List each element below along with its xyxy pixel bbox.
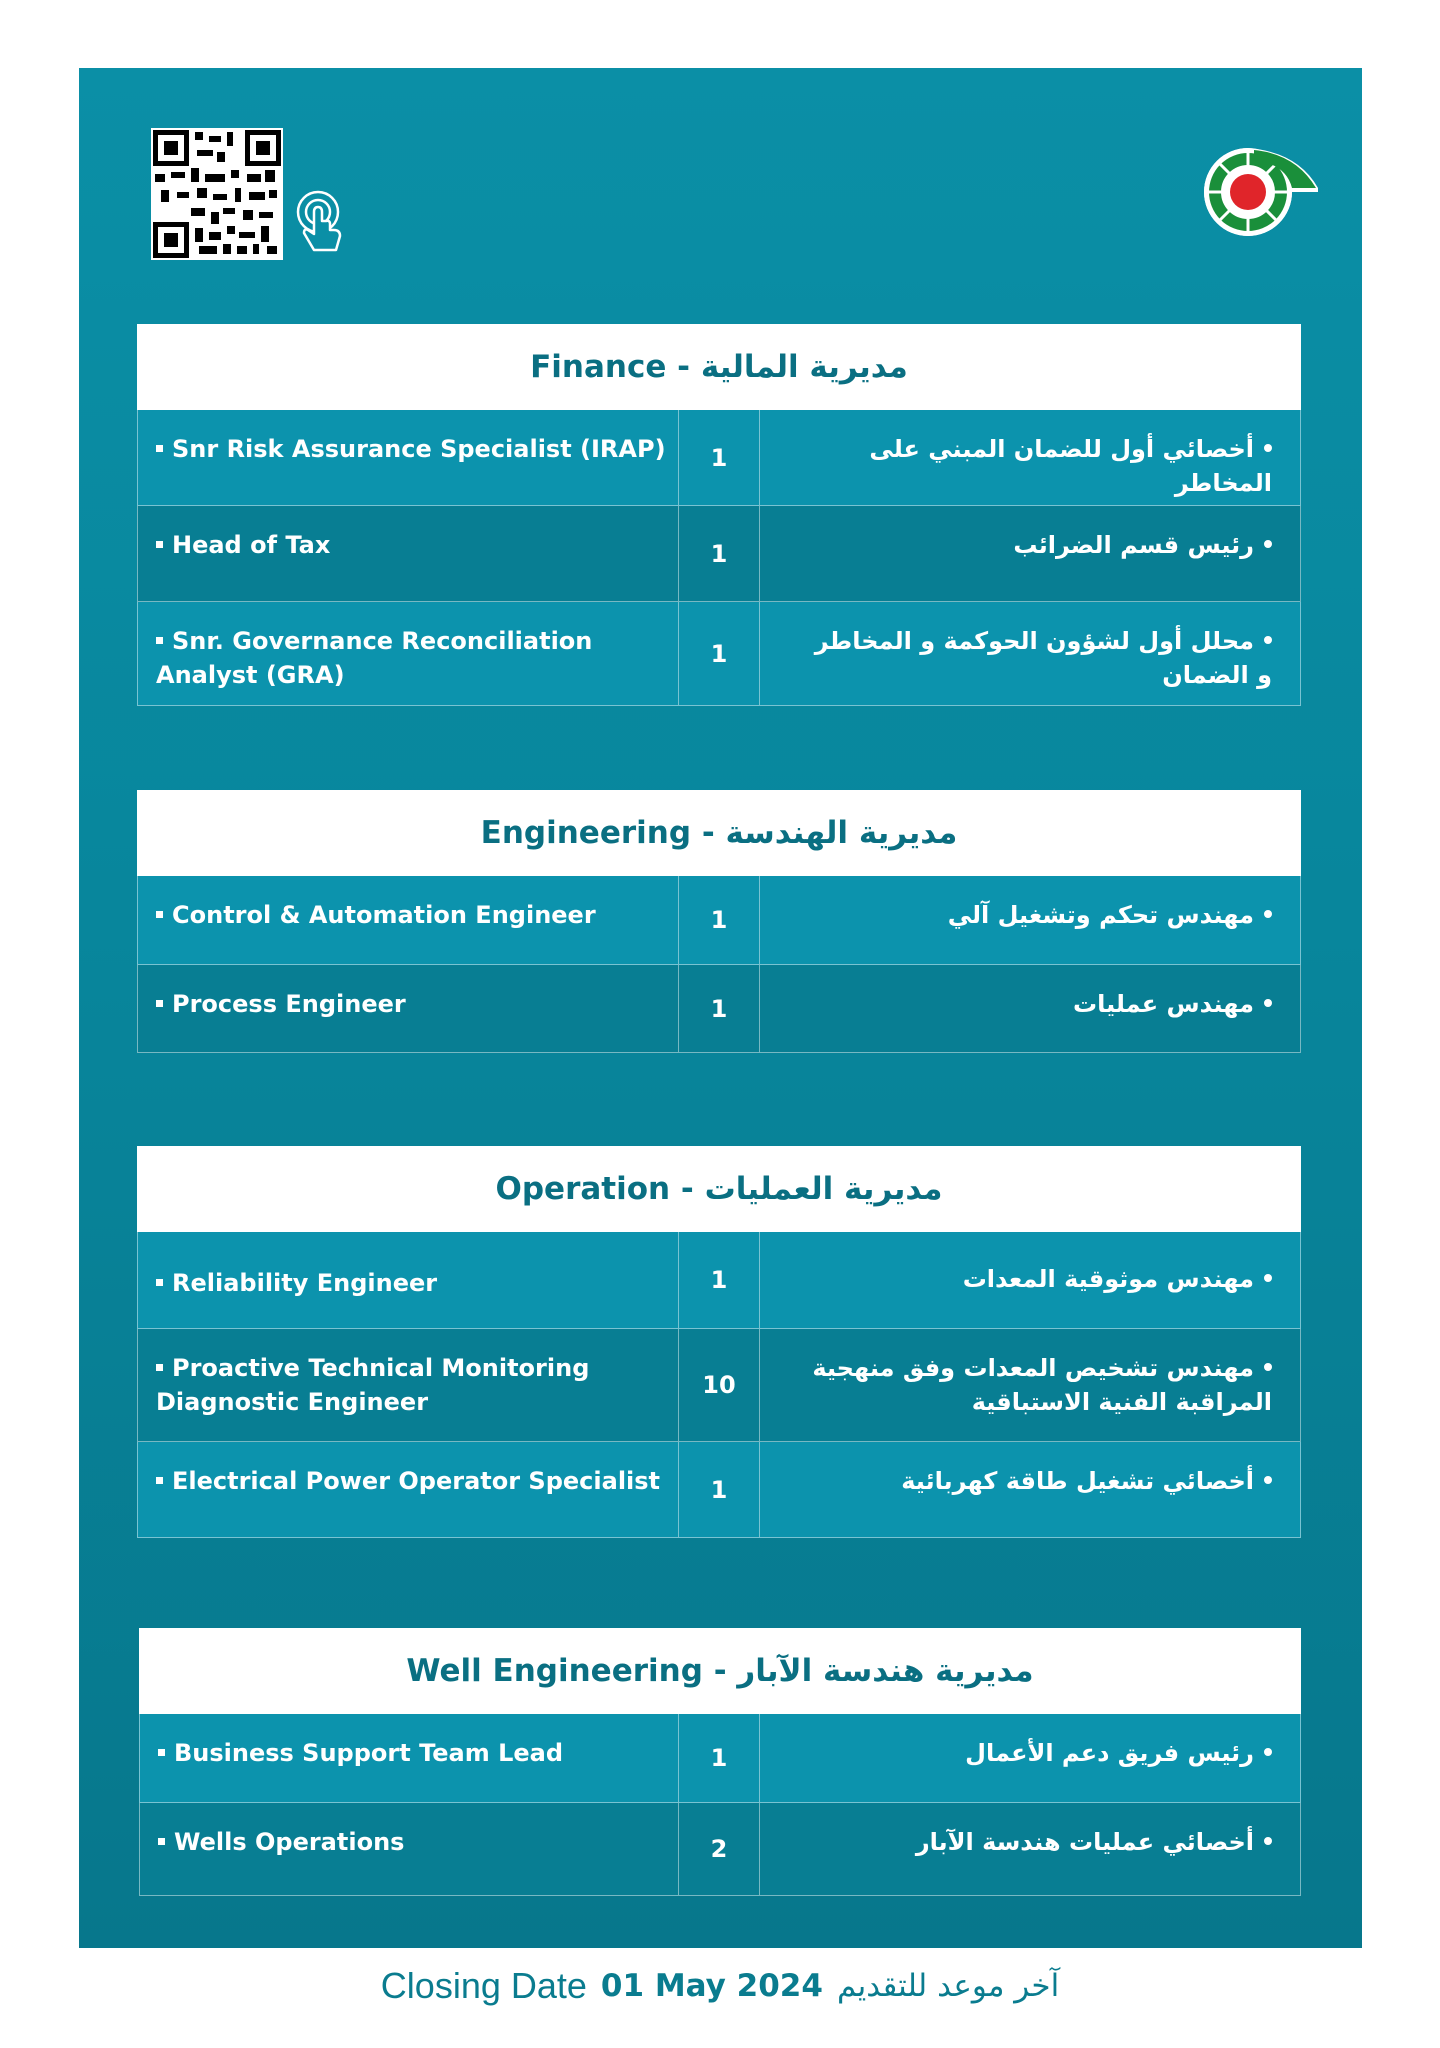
job-title-ar: أخصائي تشغيل طاقة كهربائية xyxy=(901,1467,1254,1495)
closing-date-label: Closing Date xyxy=(380,1965,587,2006)
job-title-en: Electrical Power Operator Specialist xyxy=(172,1467,661,1495)
bullet-icon xyxy=(158,1838,165,1845)
vacancy-count: 1 xyxy=(679,1714,760,1802)
job-title-en: Business Support Team Lead xyxy=(174,1739,564,1767)
section-well-engineering xyxy=(139,1628,1301,1896)
company-logo-icon xyxy=(1198,142,1320,242)
closing-date-banner xyxy=(0,1965,1440,2007)
job-title-en: Proactive Technical Monitoring Diagnostic Engineer xyxy=(156,1354,590,1416)
bullet-icon xyxy=(156,541,163,548)
qr-code-icon[interactable] xyxy=(151,128,283,260)
bullet-icon xyxy=(1264,636,1272,644)
table-row xyxy=(139,1803,1301,1896)
vacancy-count: 1 xyxy=(679,506,760,601)
tap-hand-icon xyxy=(292,190,348,260)
job-title-ar: أخصائي أول للضمان المبني على المخاطر xyxy=(869,435,1272,497)
job-title-ar: مهندس تشخيص المعدات وفق منهجية المراقبة الفنية الاستباقية xyxy=(812,1354,1272,1416)
bullet-icon xyxy=(156,445,163,452)
job-title-en: Wells Operations xyxy=(174,1828,405,1856)
job-title-ar: أخصائي عمليات هندسة الآبار xyxy=(915,1828,1254,1856)
bullet-icon xyxy=(158,1749,165,1756)
vacancy-count: 1 xyxy=(679,965,760,1052)
job-title-ar: رئيس قسم الضرائب xyxy=(1013,531,1254,559)
table-row xyxy=(139,1714,1301,1803)
vacancy-count: 2 xyxy=(679,1803,760,1895)
bullet-icon xyxy=(1264,444,1272,452)
job-title-ar: مهندس تحكم وتشغيل آلي xyxy=(947,901,1254,929)
section-title: Operation - مديرية العمليات xyxy=(137,1146,1301,1232)
bullet-icon xyxy=(1264,999,1272,1007)
job-title-en: Snr Risk Assurance Specialist (IRAP) xyxy=(172,435,666,463)
bullet-icon xyxy=(156,1364,163,1371)
bullet-icon xyxy=(156,1000,163,1007)
job-title-ar: رئيس فريق دعم الأعمال xyxy=(965,1739,1254,1767)
vacancy-count: 1 xyxy=(679,1442,760,1537)
job-title-en: Control & Automation Engineer xyxy=(172,901,596,929)
table-row xyxy=(137,965,1301,1053)
table-row xyxy=(137,1232,1301,1329)
table-row xyxy=(137,602,1301,706)
section-title: Finance - مديرية المالية xyxy=(137,324,1301,410)
table-row xyxy=(137,1329,1301,1442)
table-row xyxy=(137,876,1301,965)
section-title: Engineering - مديرية الهندسة xyxy=(137,790,1301,876)
vacancy-count: 1 xyxy=(679,1232,760,1328)
section-operation xyxy=(137,1146,1301,1538)
job-title-en: Reliability Engineer xyxy=(172,1269,438,1297)
job-title-ar: مهندس عمليات xyxy=(1072,990,1254,1018)
vacancy-count: 1 xyxy=(679,602,760,705)
job-title-en: Snr. Governance Reconciliation Analyst (GRA) xyxy=(156,627,593,689)
job-title-en: Process Engineer xyxy=(172,990,406,1018)
vacancy-count: 10 xyxy=(679,1329,760,1441)
closing-date-value: 01 May 2024 xyxy=(600,1968,823,2004)
bullet-icon xyxy=(1264,1748,1272,1756)
bullet-icon xyxy=(1264,910,1272,918)
section-finance xyxy=(137,324,1301,706)
vacancy-count: 1 xyxy=(679,410,760,505)
job-title-ar: محلل أول لشؤون الحوكمة و المخاطر و الضمان xyxy=(814,627,1272,689)
table-row xyxy=(137,506,1301,602)
table-row xyxy=(137,1442,1301,1538)
bullet-icon xyxy=(1264,1363,1272,1371)
section-engineering xyxy=(137,790,1301,1053)
section-title: Well Engineering - مديرية هندسة الآبار xyxy=(139,1628,1301,1714)
job-title-ar: مهندس موثوقية المعدات xyxy=(962,1265,1254,1293)
vacancy-count: 1 xyxy=(679,876,760,964)
closing-date-label-ar: آخر موعد للتقديم xyxy=(836,1968,1060,2004)
bullet-icon xyxy=(156,1279,163,1286)
bullet-icon xyxy=(1264,1476,1272,1484)
bullet-icon xyxy=(156,911,163,918)
bullet-icon xyxy=(1264,1837,1272,1845)
bullet-icon xyxy=(1264,540,1272,548)
bullet-icon xyxy=(156,637,163,644)
table-row xyxy=(137,410,1301,506)
job-title-en: Head of Tax xyxy=(172,531,331,559)
bullet-icon xyxy=(156,1477,163,1484)
bullet-icon xyxy=(1264,1274,1272,1282)
